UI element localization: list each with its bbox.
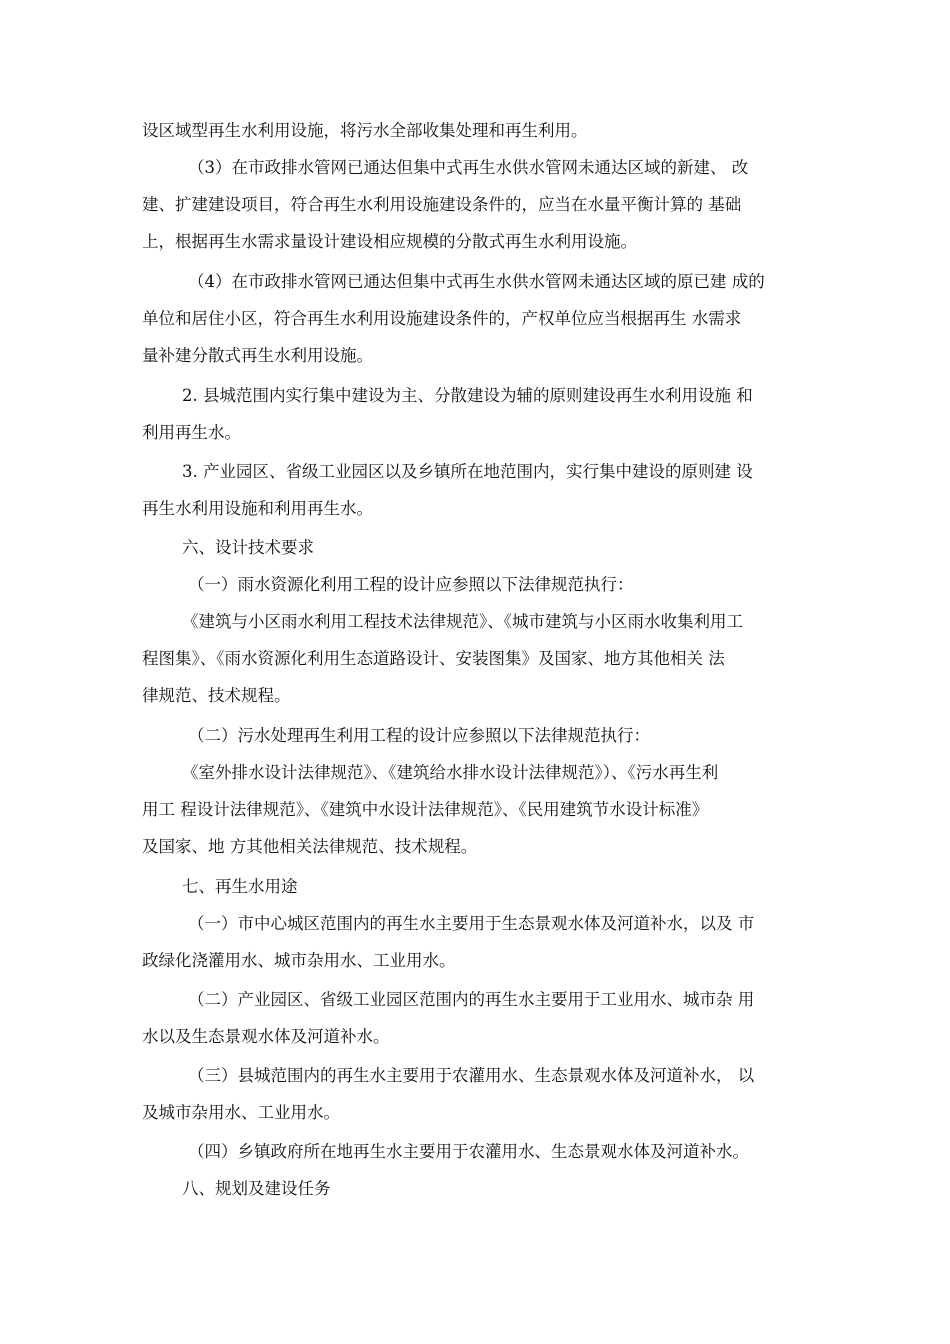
paragraph-use-industrial-parks <box>142 981 818 1055</box>
paragraph-wastewater-standards-list <box>142 754 818 865</box>
paragraph-item-3-industrial <box>142 453 818 527</box>
text-line: （二）产业园区、省级工业园区范围内的再生水主要用于工业用水、城市杂 用 <box>188 990 755 1009</box>
text-line: 上，根据再生水需求量设计建设相应规模的分散式再生水利用设施。 <box>142 232 637 251</box>
text-line: 设区域型再生水利用设施，将污水全部收集处理和再生利用。 <box>142 121 588 140</box>
text-line: （一）雨水资源化利用工程的设计应参照以下法律规范执行： <box>188 575 634 594</box>
paragraph-regional-facilities-end <box>142 112 818 149</box>
text-line: 2. 县城范围内实行集中建设为主、分散建设为辅的原则建设再生水利用设施 和 <box>182 386 753 405</box>
paragraph-use-county <box>142 1057 818 1131</box>
section-heading-design-requirements <box>142 529 818 566</box>
text-line: （四）乡镇政府所在地再生水主要用于农灌用水、生态景观水体及河道补水。 <box>188 1142 749 1161</box>
text-line: （4）在市政排水管网已通达但集中式再生水供水管网未通达区域的原已建 成的 <box>188 272 765 291</box>
text-line: （一）市中心城区范围内的再生水主要用于生态景观水体及河道补水，以及 市 <box>188 914 755 933</box>
text-line: 六、设计技术要求 <box>182 538 314 557</box>
text-line: 水以及生态景观水体及河道补水。 <box>142 1027 390 1046</box>
text-line: 利用再生水。 <box>142 423 241 442</box>
text-line: 政绿化浇灌用水、城市杂用水、工业用水。 <box>142 951 456 970</box>
section-heading-reclaimed-water-uses <box>142 868 818 905</box>
text-line: （二）污水处理再生利用工程的设计应参照以下法律规范执行： <box>188 726 650 745</box>
text-line: 用工 程设计法律规范》、《建筑中水设计法律规范》、《民用建筑节水设计标准》 <box>142 800 709 819</box>
text-line: 及城市杂用水、工业用水。 <box>142 1103 340 1122</box>
text-line: 《建筑与小区雨水利用工程技术法律规范》、《城市建筑与小区雨水收集利用工 <box>182 612 743 631</box>
paragraph-item-4 <box>142 263 818 374</box>
paragraph-wastewater-standards-intro <box>142 717 818 754</box>
section-heading-planning-tasks <box>142 1170 818 1207</box>
paragraph-rainwater-standards-list <box>142 603 818 714</box>
text-line: 七、再生水用途 <box>182 877 298 896</box>
paragraph-rainwater-standards-intro <box>142 566 818 603</box>
text-line: 律规范、技术规程。 <box>142 686 291 705</box>
text-line: 及国家、地 方其他相关法律规范、技术规程。 <box>142 837 478 856</box>
text-line: 八、规划及建设任务 <box>182 1179 331 1198</box>
paragraph-item-3 <box>142 149 818 260</box>
text-line: 3. 产业园区、省级工业园区以及乡镇所在地范围内，实行集中建设的原则建 设 <box>182 462 753 481</box>
paragraph-use-city-center <box>142 905 818 979</box>
paragraph-item-2-county <box>142 377 818 451</box>
text-line: 程图集》、《雨水资源化利用生态道路设计、安装图集》及国家、地方其他相关 法 <box>142 649 725 668</box>
text-line: 单位和居住小区，符合再生水利用设施建设条件的，产权单位应当根据再生 水需求 <box>142 309 742 328</box>
text-line: 建、扩建建设项目，符合再生水利用设施建设条件的，应当在水量平衡计算的 基础 <box>142 195 742 214</box>
text-line: 量补建分散式再生水利用设施。 <box>142 346 373 365</box>
paragraph-use-townships <box>142 1133 818 1170</box>
text-line: （三）县城范围内的再生水主要用于农灌用水、生态景观水体及河道补水， 以 <box>188 1066 755 1085</box>
text-line: 《室外排水设计法律规范》、《建筑给水排水设计法律规范》）、《污水再生利 <box>182 763 719 782</box>
text-line: 再生水利用设施和利用再生水。 <box>142 499 373 518</box>
text-line: （3）在市政排水管网已通达但集中式再生水供水管网未通达区域的新建、 改 <box>188 158 749 177</box>
